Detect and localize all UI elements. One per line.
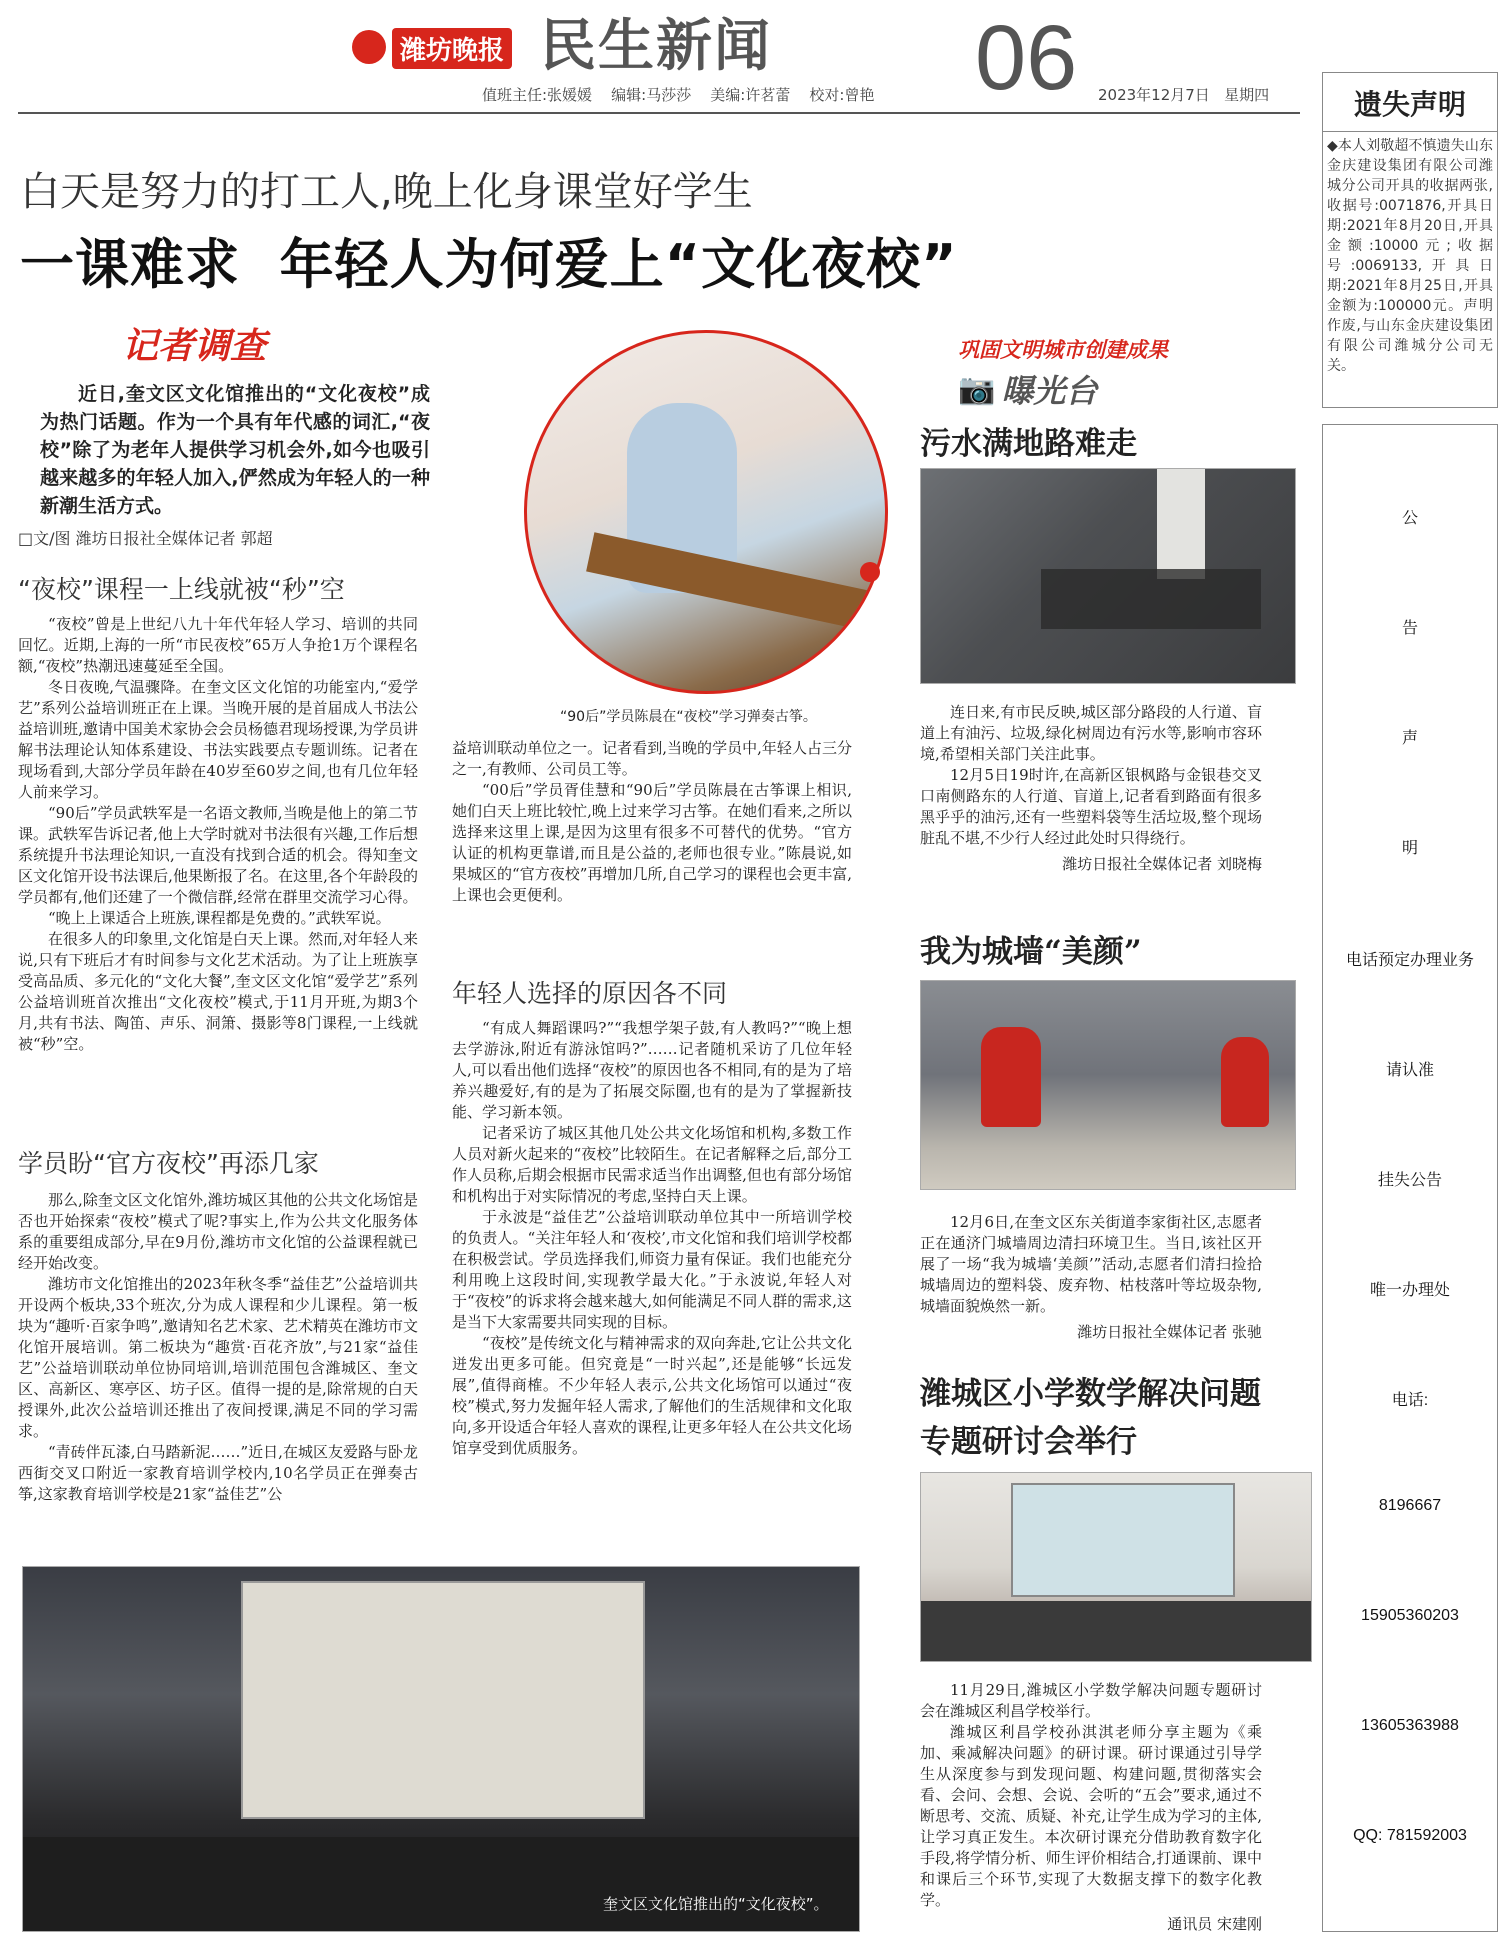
banner-line1: 巩固文明城市创建成果	[958, 338, 1168, 362]
photo-volunteer1	[981, 1027, 1041, 1127]
story3-body	[920, 1680, 1262, 1934]
paragraph: “夜校”是传统文化与精神需求的双向奔赴,它让公共文化迸发出更多可能。但究竟是“一时兴起”,还是能够“长远发展”,值得商榷。不少年轻人表示,公共文化场馆可以通过“夜校”模式,努力发掘年轻人需求,了解他们的生活规律和文化取向,多开设适合年轻人喜欢的课程,让更多年轻人在公共文化场馆享受到优质服务。	[452, 1334, 852, 1457]
section1-title: “夜校”课程一上线就被“秒”空	[18, 575, 345, 604]
lost-notice-box	[1322, 72, 1498, 408]
exposure-banner	[958, 334, 1218, 412]
photo-volunteer2	[1221, 1037, 1269, 1127]
page-number: 06	[975, 7, 1078, 109]
lead-block	[40, 380, 430, 520]
section2-title: 学员盼“官方夜校”再添几家	[18, 1149, 319, 1178]
paragraph: “青砖伴瓦漆,白马踏新泥……”近日,在城区友爱路与卧龙西街交叉口附近一家教育培训学校内,10名学员正在弹奏古筝,这家教育培训学校是21家“益佳艺”公	[18, 1443, 418, 1503]
story3-title-line1: 潍城区小学数学解决问题	[920, 1376, 1261, 1412]
story2-photo	[920, 980, 1296, 1190]
paragraph: 于永波是“益佳艺”公益培训联动单位其中一所培训学校的负责人。“关注年轻人和‘夜校’,市文化馆和我们培训学校都在积极尝试。学员选择我们,师资力量有保证。我们也能充分利用晚上这段时间,实现教学最大化。”于永波说,年轻人对于“夜校”的诉求将会越来越大,如何能满足不同人群的需求,这是当下大家需要共同实现的目标。	[452, 1208, 852, 1331]
paragraph: 潍城区利昌学校孙淇淇老师分享主题为《乘加、乘减解决问题》的研讨课。研讨课通过引导学生从深度参与到发现问题、构建问题,贯彻落实会看、会问、会想、会说、会听的“五会”要求,通过不断思考、交流、质疑、补充,让学生成为学习的主体,让学习真正发生。本次研讨课充分借助教育数字化手段,将学情分析、师生评价相结合,打通课前、课中和课后三个环节,实现了大数据支撑下的数字化教学。	[920, 1723, 1262, 1909]
photo-classroom-screen	[1011, 1483, 1235, 1597]
section3-body	[452, 1018, 852, 1459]
paragraph: 连日来,有市民反映,城区部分路段的人行道、盲道上有油污、垃圾,绿化树周边有污水等,影响市容环境,希望相关部门关注此事。	[920, 703, 1262, 763]
paragraph: 益培训联动单位之一。记者看到,当晚的学员中,年轻人占三分之一,有教师、公司员工等。	[452, 739, 852, 778]
photo-tree-trunk	[1157, 469, 1205, 579]
story1-credit: 潍坊日报社全媒体记者 刘晓梅	[1062, 855, 1262, 873]
paragraph: 11月29日,潍城区小学数学解决问题专题研讨会在潍城区利昌学校举行。	[920, 1681, 1262, 1720]
paragraph: 记者采访了城区其他几处公共文化场馆和机构,多数工作人员对新火起来的“夜校”比较陌生。在记者解释之后,部分工作人员称,后期会根据市民需求适当作出调整,但也有部分场馆和机构出于对实际情况的考虑,坚持白天上课。	[452, 1124, 852, 1205]
paper-name: 潍坊晚报	[392, 28, 512, 69]
paragraph: 12月6日,在奎文区东关街道李家街社区,志愿者正在通济门城墙周边清扫环境卫生。当日,该社区开展了一场“我为城墙‘美颜’”活动,志愿者们清扫捡拾城墙周边的塑料袋、废弃物、枯枝落叶等垃圾杂物,城墙面貌焕然一新。	[920, 1213, 1262, 1315]
paper-logo-icon	[352, 30, 386, 64]
paragraph: 那么,除奎文区文化馆外,潍坊城区其他的公共文化场馆是否也开始探索“夜校”模式了呢?事实上,作为公共文化服务体系的重要组成部分,早在9月份,潍坊市文化馆的公益课程就已经开始改变。	[18, 1191, 418, 1272]
phone-number: 15905360203	[1361, 1607, 1459, 1624]
qq-number: QQ: 781592003	[1353, 1827, 1467, 1844]
art-editor: 美编:许茗蕾	[710, 86, 791, 104]
main-byline: □文/图 潍坊日报社全媒体记者 郭超	[18, 529, 273, 548]
paragraph: “90后”学员武轶军是一名语文教师,当晚是他上的第二节课。武轶军告诉记者,他上大学时就对书法很有兴趣,工作后想系统提升书法理论知识,一直没有找到合适的机会。得知奎文区文化馆开设书法课后,他果断报了名。在这里,各个年龄段的学员都有,他们还建了一个微信群,经常在群里交流学习心得。	[18, 804, 418, 906]
paragraph: “00后”学员胥佳慧和“90后”学员陈晨在古筝课上相识,她们白天上班比较忙,晚上过来学习古筝。在她们看来,之所以选择来这里上课,是因为这里有很多不可替代的优势。“官方认证的机构更靠谱,而且是公益的,老师也很专业。”陈晨说,如果城区的“官方夜校”再增加几所,自己学习的课程也会更丰富,上课也会更便利。	[452, 781, 852, 904]
paragraph: “晚上上课适合上班族,课程都是免费的。”武轶军说。	[48, 909, 391, 927]
story3-title-line2: 专题研讨会举行	[920, 1424, 1137, 1460]
paragraph: 12月5日19时许,在高新区银枫路与金银巷交叉口南侧路东的人行道、盲道上,记者看到路面有很多黑乎乎的油污,还有一些塑料袋等生活垃圾,整个现场脏乱不堪,不少行人经过此处时只得绕行。	[920, 766, 1262, 847]
weekday: 星期四	[1224, 86, 1270, 104]
banner-row	[958, 366, 1218, 412]
story3-credit: 通讯员 宋建刚	[1167, 1915, 1262, 1933]
story2-body	[920, 1212, 1262, 1342]
paragraph: 在很多人的印象里,文化馆是白天上课。然而,对年轻人来说,只有下班后才有时间参与文化艺术活动。为了让上班族享受高品质、多元化的“文化大餐”,奎文区文化馆“爱学艺”系列公益培训班首次推出“文化夜校”模式,于11月开班,为期3个月,共有书法、陶笛、声乐、洞箫、摄影等8门课程,一上线就被“秒”空。	[18, 930, 418, 1053]
section3-title: 年轻人选择的原因各不同	[452, 979, 728, 1008]
ad-char: 明	[1401, 840, 1418, 857]
photo-marker-dot	[860, 562, 880, 582]
masthead-rule	[18, 112, 1300, 114]
ad-box	[1322, 424, 1498, 1932]
section-title: 民生新闻	[540, 13, 772, 79]
photo-drain-grate	[1041, 569, 1261, 629]
story3-photo	[920, 1472, 1312, 1662]
story2-credit: 潍坊日报社全媒体记者 张驰	[1077, 1323, 1262, 1341]
ad-line: 请认准	[1385, 1062, 1434, 1079]
lost-notice-title: 遗失声明	[1323, 73, 1497, 132]
issue-date	[1098, 84, 1269, 105]
paragraph: “夜校”曾是上世纪八九十年代年轻人学习、培训的共同回忆。近期,上海的一所“市民夜校”65万人争抢1万个课程名额,“夜校”热潮迅速蔓延至全国。	[18, 615, 418, 675]
photo1-caption: “90后”学员陈晨在“夜校”学习弹奏古筝。	[560, 709, 817, 725]
ad-line: 电话:	[1391, 1392, 1429, 1409]
ad-char: 公	[1401, 510, 1418, 527]
main-kicker: 白天是努力的打工人,晚上化身课堂好学生	[20, 169, 753, 215]
proofreader: 校对:曾艳	[809, 86, 875, 104]
story1-title: 污水满地路难走	[920, 426, 1137, 462]
investigation-badge: 记者调查	[122, 326, 267, 367]
phone-number: 13605363988	[1361, 1717, 1459, 1734]
paragraph: 冬日夜晚,气温骤降。在奎文区文化馆的功能室内,“爱学艺”系列公益培训班正在上课。当晚开展的是首届成人书法公益培训班,邀请中国美术家协会会员杨德君现场授课,为学员讲解书法理论认知体系建设、书法实践要点专题训练。记者在现场看到,大部分学员年龄在40岁至60岁之间,也有几位年轻人前来学习。	[18, 678, 418, 801]
story3-title	[920, 1370, 1261, 1466]
paragraph: “有成人舞蹈课吗?”“我想学架子鼓,有人教吗?”“晚上想去学游泳,附近有游泳馆吗?”……记者随机采访了几位年轻人,可以看出他们选择“夜校”的原因也各不相同,有的是为了培养兴趣爱好,有的是为了拓展交际圈,也有的是为了掌握新技能、学习新本领。	[452, 1019, 852, 1121]
photo2-caption: 奎文区文化馆推出的“文化夜校”。	[603, 1895, 829, 1913]
ad-line: 电话预定办理业务	[1345, 952, 1474, 969]
section2-continued	[452, 738, 852, 906]
classroom-photo	[22, 1566, 860, 1932]
guzheng-photo	[524, 330, 888, 694]
camera-icon: 📷	[958, 371, 996, 407]
paragraph: 潍坊市文化馆推出的2023年秋冬季“益佳艺”公益培训共开设两个板块,33个班次,分为成人课程和少儿课程。第一板块为“趣听·百家争鸣”,邀请知名艺术家、艺术精英在潍坊市文化馆开展培训。第二板块为“趣赏·百花齐放”,与21家“益佳艺”公益培训联动单位协同培训,培训范围包含潍城区、奎文区、高新区、寒亭区、坊子区。值得一提的是,除常规的白天授课外,此次公益培训还推出了夜间授课,满足不同的学习需求。	[18, 1275, 418, 1440]
ad-line: 挂失公告	[1377, 1172, 1442, 1189]
main-headline: 一课难求 年轻人为何爱上“文化夜校”	[20, 233, 958, 296]
photo-audience-shape	[23, 1837, 859, 1931]
lost-notice-body: ◆本人刘敬超不慎遗失山东金庆建设集团有限公司潍城分公司开具的收据两张,收据号:0071876,开具日期:2021年8月20日,开具金额:10000元;收据号:0069133,开具日期:2021年8月25日,开具金额为:100000元。声明作废,与山东金庆建设集团有限公司潍城分公司无关。	[1327, 138, 1493, 374]
photo-projector-screen	[241, 1581, 645, 1819]
phone-number: 8196667	[1378, 1497, 1442, 1514]
photo-students	[921, 1601, 1311, 1661]
banner-line2: 曝光台	[1001, 372, 1098, 410]
section2-body	[18, 1190, 418, 1505]
story2-title: 我为城墙“美颜”	[920, 934, 1142, 970]
duty-editor: 值班主任:张媛媛	[482, 86, 593, 104]
lead-paragraph: 近日,奎文区文化馆推出的“文化夜校”成为热门话题。作为一个具有年代感的词汇,“夜校”除了为老年人提供学习机会外,如今也吸引越来越多的年轻人加入,俨然成为年轻人的一种新潮生活方式。	[40, 383, 430, 517]
story1-photo	[920, 468, 1296, 684]
section1-body	[18, 614, 418, 1055]
date: 2023年12月7日	[1098, 86, 1210, 104]
staff-line	[482, 84, 874, 105]
ad-line: 唯一办理处	[1369, 1282, 1450, 1299]
story1-body	[920, 702, 1262, 874]
editor: 编辑:马莎莎	[611, 86, 692, 104]
ad-char: 声	[1401, 730, 1418, 747]
ad-char: 告	[1401, 620, 1418, 637]
